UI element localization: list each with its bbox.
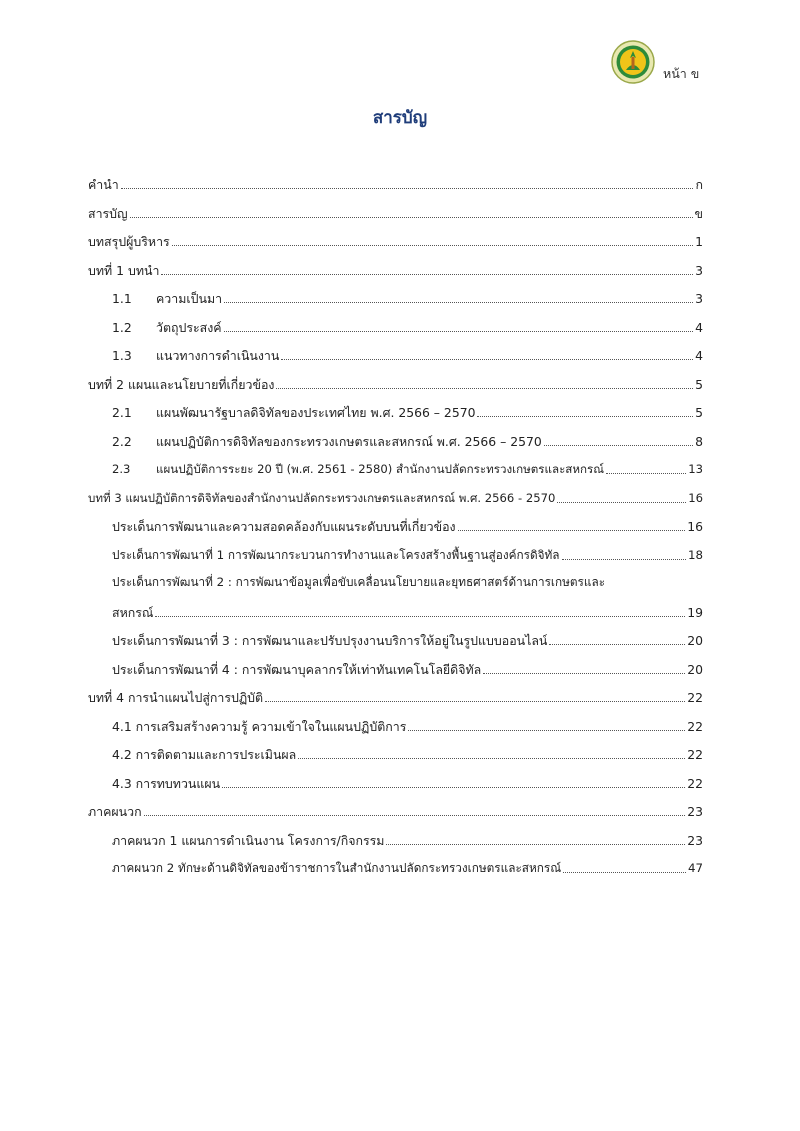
toc-page: 5: [695, 405, 703, 420]
toc-label: ภาคผนวก: [88, 804, 142, 819]
dot-leader: [144, 814, 686, 816]
dot-leader: [386, 843, 685, 845]
toc-row-3-issue-2[interactable]: [112, 594, 703, 620]
dot-leader: [298, 757, 685, 759]
dot-leader: [222, 786, 685, 788]
toc-label: บทสรุปผู้บริหาร: [88, 234, 170, 249]
dot-leader: [265, 700, 685, 702]
toc-label: แผนปฏิบัติการระยะ 20 ปี (พ.ศ. 2561 - 2580) สำนักงานปลัดกระทรวงเกษตรและสหกรณ์: [156, 462, 605, 476]
dot-leader: [130, 216, 693, 218]
toc-row-1-1[interactable]: [112, 280, 703, 306]
toc-row-3-issue-1[interactable]: [112, 537, 703, 563]
toc-page: 16: [687, 519, 703, 534]
dot-leader: [224, 301, 693, 303]
toc-label: บทที่ 3 แผนปฏิบัติการดิจิทัลของสำนักงานปลัดกระทรวงเกษตรและสหกรณ์ พ.ศ. 2566 - 2570: [88, 491, 556, 505]
dot-leader: [155, 615, 685, 617]
toc-label: ภาคผนวก 2 ทักษะด้านดิจิทัลของข้าราชการในสำนักงานปลัดกระทรวงเกษตรและสหกรณ์: [112, 861, 562, 875]
toc-row-3-issue-3[interactable]: [112, 622, 703, 648]
toc-label: บทที่ 2 แผนและนโยบายที่เกี่ยวข้อง: [88, 377, 275, 392]
toc-page: 47: [687, 861, 703, 875]
toc-row-executive-summary[interactable]: [88, 223, 703, 249]
toc-page: 4: [695, 320, 703, 335]
toc-label: บทที่ 4 การนำแผนไปสู่การปฏิบัติ: [88, 690, 264, 705]
toc-number: 1.3: [112, 348, 132, 363]
toc-page: 5: [695, 377, 703, 392]
toc-label: 4.2 การติดตามและการประเมินผล: [112, 747, 297, 762]
dot-leader: [408, 729, 685, 731]
dot-leader: [477, 415, 693, 417]
toc-number: 1.2: [112, 320, 132, 335]
toc-page: 3: [695, 263, 703, 278]
toc-label: 4.3 การทบทวนแผน: [112, 776, 221, 791]
page-number-label: หน้า ข: [663, 66, 700, 81]
toc-page: 8: [695, 434, 703, 449]
toc-label: ภาคผนวก 1 แผนการดำเนินงาน โครงการ/กิจกรรม: [112, 833, 385, 848]
toc-label: บทที่ 1 บทนำ: [88, 263, 160, 278]
dot-leader: [563, 871, 686, 873]
toc-row-4-3[interactable]: [112, 765, 703, 791]
toc-page: 20: [687, 662, 703, 677]
dot-leader: [276, 387, 693, 389]
toc-number: 1.1: [112, 291, 132, 306]
ministry-seal-logo: [611, 40, 655, 84]
toc-label: ประเด็นการพัฒนาและความสอดคล้องกับแผนระดับบนที่เกี่ยวข้อง: [112, 519, 456, 534]
toc-row-3-issue-4[interactable]: [112, 651, 703, 677]
toc-page: 13: [688, 462, 703, 476]
dot-leader: [458, 529, 686, 531]
toc-page: 3: [695, 291, 703, 306]
toc-row-2-3[interactable]: [112, 451, 703, 477]
toc-label: แนวทางการดำเนินงาน: [156, 348, 280, 363]
toc-page: 22: [687, 776, 703, 791]
toc-page: 23: [687, 833, 703, 848]
toc-row-1-2[interactable]: [112, 309, 703, 335]
toc-row-3-issue-2-line1[interactable]: ประเด็นการพัฒนาที่ 2 : การพัฒนาข้อมูลเพื่อขับเคลื่อนนโยบายและยุทธศาสตร์ด้านการเกษตรและ: [112, 575, 606, 589]
dot-leader: [172, 244, 693, 246]
dot-leader: [606, 472, 686, 474]
page-title: สารบัญ: [372, 108, 428, 128]
toc-page: 19: [687, 605, 703, 620]
toc-row-contents[interactable]: [88, 195, 703, 221]
toc-page: 22: [687, 747, 703, 762]
toc-label: แผนปฏิบัติการดิจิทัลของกระทรวงเกษตรและสหกรณ์ พ.ศ. 2566 – 2570: [156, 434, 542, 449]
dot-leader: [562, 558, 686, 560]
toc-row-appendix-2[interactable]: [112, 850, 703, 876]
dot-leader: [544, 444, 693, 446]
toc-page: 16: [688, 491, 703, 505]
toc-row-appendix-1[interactable]: [112, 822, 703, 848]
toc-row-4-2[interactable]: [112, 736, 703, 762]
toc-row-chapter-4[interactable]: [88, 679, 703, 705]
toc-page: ข: [694, 206, 703, 221]
dot-leader: [483, 672, 685, 674]
toc-label: วัตถุประสงค์: [156, 320, 222, 335]
dot-leader: [557, 501, 686, 503]
toc-number: 2.2: [112, 434, 132, 449]
dot-leader: [121, 187, 694, 189]
toc-row-2-2[interactable]: [112, 423, 703, 449]
toc-page: 22: [687, 719, 703, 734]
toc-page: 20: [687, 633, 703, 648]
toc-label: แผนพัฒนารัฐบาลดิจิทัลของประเทศไทย พ.ศ. 2566 – 2570: [156, 405, 476, 420]
toc-number: 2.3: [112, 462, 131, 476]
toc-page: 18: [687, 548, 703, 562]
toc-label: สารบัญ: [88, 206, 128, 221]
toc-page: 23: [687, 804, 703, 819]
toc-row-2-1[interactable]: [112, 394, 703, 420]
dot-leader: [161, 273, 693, 275]
toc-row-4-1[interactable]: [112, 708, 703, 734]
toc-label: ประเด็นการพัฒนาที่ 4 : การพัฒนาบุคลากรให้เท่าทันเทคโนโลยีดิจิทัล: [112, 662, 482, 677]
toc-label: คำนำ: [88, 177, 119, 192]
dot-leader: [224, 330, 694, 332]
toc-row-chapter-2[interactable]: [88, 366, 703, 392]
toc-label: ประเด็นการพัฒนาที่ 3 : การพัฒนาและปรับปรุงงานบริการให้อยู่ในรูปแบบออนไลน์: [112, 633, 548, 648]
toc-number: 2.1: [112, 405, 132, 420]
dot-leader: [281, 358, 693, 360]
toc-page: 4: [695, 348, 703, 363]
dot-leader: [549, 643, 685, 645]
toc-page: 1: [695, 234, 703, 249]
toc-label: สหกรณ์: [112, 605, 154, 620]
toc-row-chapter-1[interactable]: [88, 252, 703, 278]
toc-row-appendix[interactable]: [88, 793, 703, 819]
toc-label: 4.1 การเสริมสร้างความรู้ ความเข้าใจในแผนปฏิบัติการ: [112, 719, 407, 734]
toc-page: 22: [687, 690, 703, 705]
toc-row-chapter-3[interactable]: [88, 480, 703, 506]
toc-page: ก: [695, 177, 703, 192]
toc-label: ประเด็นการพัฒนาที่ 1 การพัฒนากระบวนการทำงานและโครงสร้างพื้นฐานสู่องค์กรดิจิทัล: [112, 548, 560, 562]
toc-row-3-alignment[interactable]: [112, 508, 703, 534]
toc-row-foreword[interactable]: [88, 166, 703, 192]
toc-row-1-3[interactable]: [112, 337, 703, 363]
toc-label: ความเป็นมา: [156, 291, 223, 306]
